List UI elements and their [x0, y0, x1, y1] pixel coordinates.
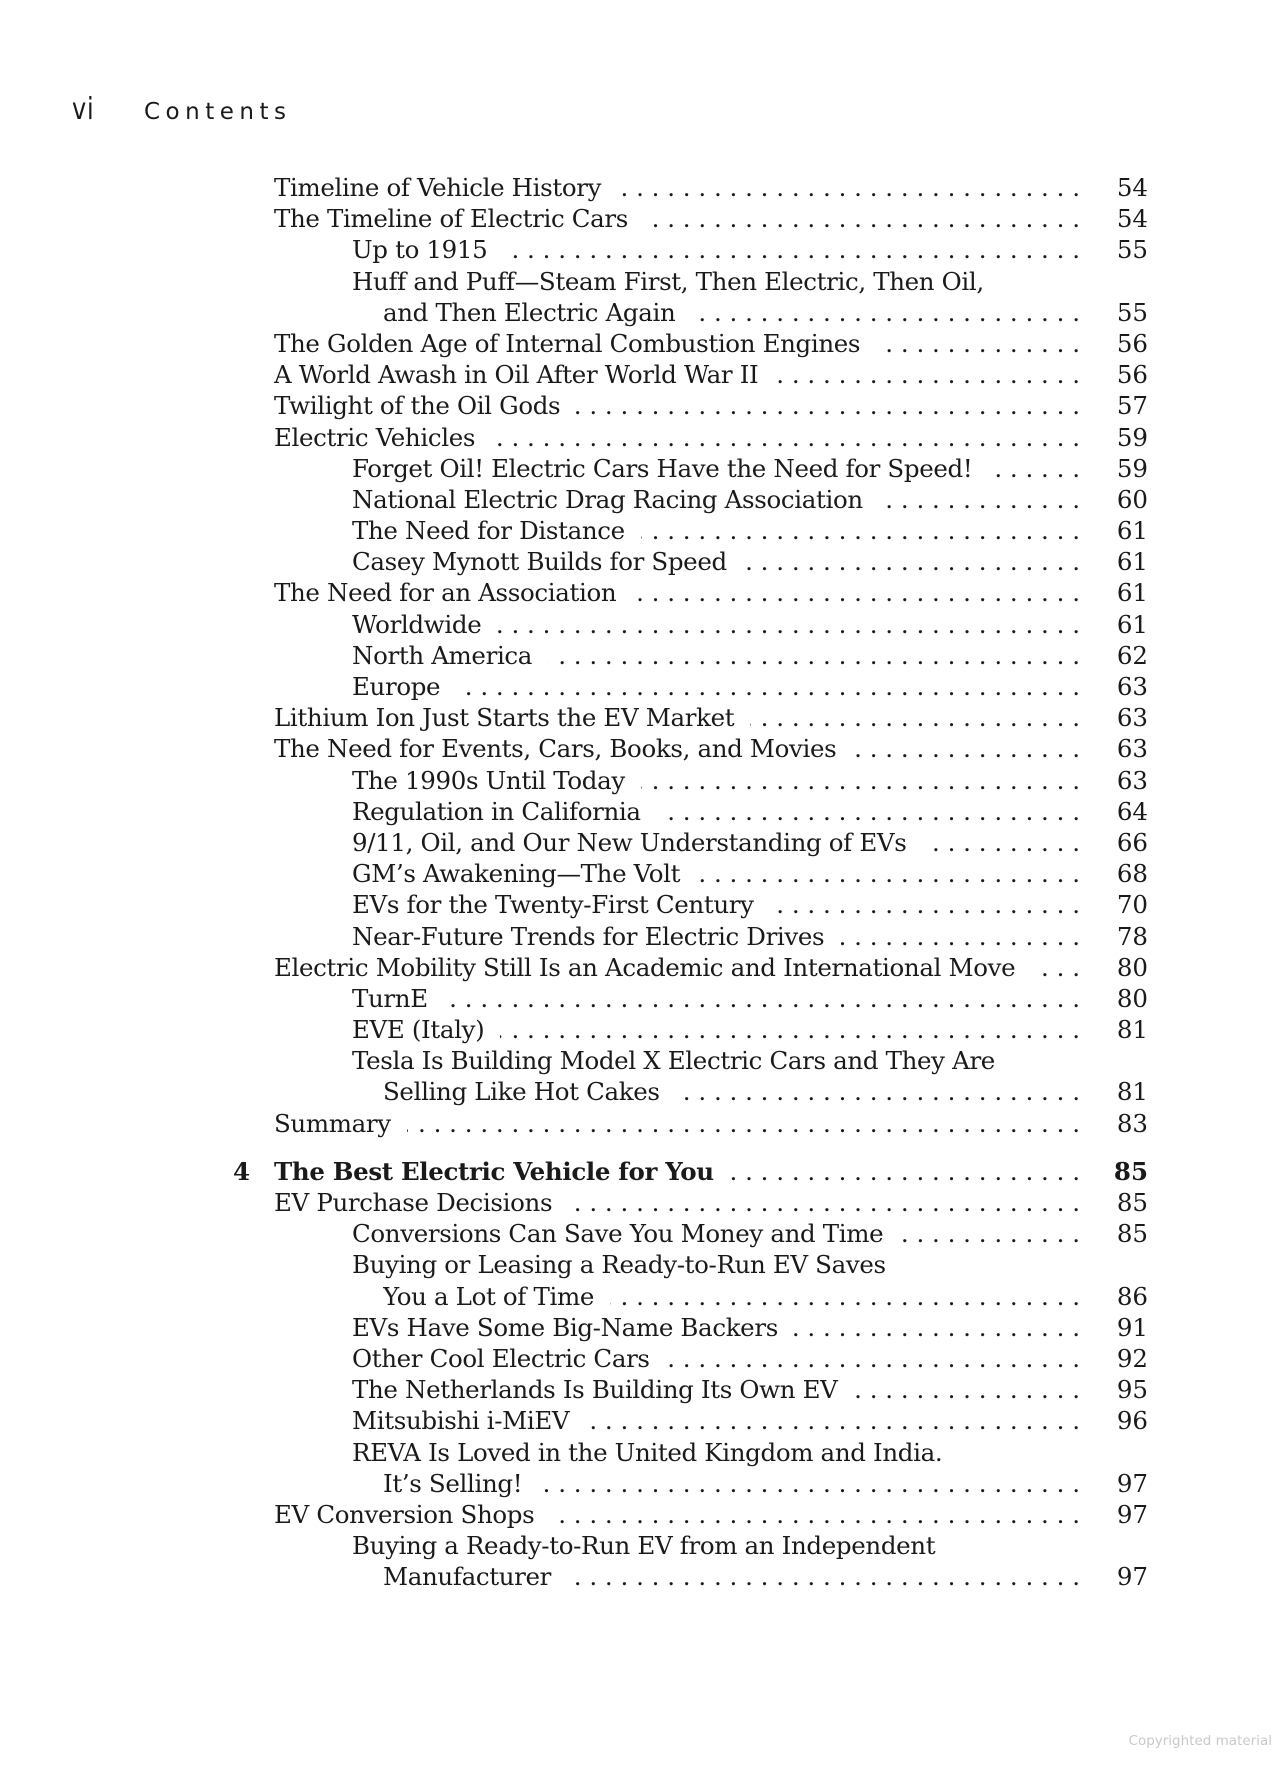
toc-entry	[0, 484, 1280, 515]
toc-entry-title: Other Cool Electric Cars	[352, 1343, 650, 1373]
toc-page-number: 63	[1116, 734, 1148, 764]
dot-leader	[585, 1405, 1080, 1436]
toc-entry	[0, 1187, 1280, 1218]
toc-entry-title: Up to 1915	[352, 235, 488, 265]
toc-entry	[0, 1405, 1280, 1436]
dot-leader	[641, 765, 1080, 796]
toc-page-number: 70	[1116, 890, 1148, 920]
dot-leader	[644, 203, 1080, 234]
toc-entry-continuation	[0, 1076, 1280, 1107]
toc-entry	[0, 765, 1280, 796]
dot-leader	[497, 609, 1080, 640]
toc-page-number: 92	[1116, 1343, 1148, 1373]
toc-entry	[0, 1218, 1280, 1249]
toc-entry	[0, 328, 1280, 359]
dot-leader	[730, 1156, 1080, 1187]
toc-entry-title: Forget Oil! Electric Cars Have the Need for Speed!	[352, 453, 973, 483]
toc-entry-title: The Need for Distance	[352, 516, 625, 546]
toc-entry	[0, 640, 1280, 671]
toc-entry	[0, 921, 1280, 952]
toc-page-number: 91	[1116, 1312, 1148, 1342]
toc-entry-title: Europe	[352, 672, 441, 701]
toc-page-number: 66	[1116, 827, 1148, 857]
toc-page-number: 56	[1116, 328, 1148, 358]
toc-entry-title: EVs for the Twenty-First Century	[352, 890, 754, 920]
toc-entry-title: The Timeline of Electric Cars	[274, 204, 628, 234]
dot-leader	[876, 328, 1080, 359]
toc-entry-title: Mitsubishi i-MiEV	[352, 1406, 570, 1436]
toc-entry-title: EV Purchase Decisions	[274, 1188, 553, 1217]
toc-page-number: 55	[1116, 297, 1148, 327]
toc-entry	[0, 359, 1280, 390]
toc-entry	[0, 1343, 1280, 1374]
toc-entry-title: GM’s Awakening—The Volt	[352, 859, 681, 889]
toc-page-number: 85	[1116, 1188, 1148, 1217]
dot-leader	[641, 515, 1080, 546]
dot-leader	[750, 702, 1080, 733]
toc-page-number: 61	[1116, 516, 1148, 546]
toc-page-number: 60	[1116, 484, 1148, 514]
toc-entry	[0, 609, 1280, 640]
toc-entry	[0, 577, 1280, 608]
dot-leader	[456, 671, 1080, 702]
toc-entry	[0, 1108, 1280, 1139]
toc-entry	[0, 1014, 1280, 1045]
toc-entry	[0, 1312, 1280, 1343]
toc-entry-title: The Golden Age of Internal Combustion Engines	[274, 328, 861, 358]
chapter-number: 4	[233, 1156, 251, 1186]
dot-leader	[444, 983, 1080, 1014]
toc-page-number: 86	[1116, 1281, 1148, 1311]
dot-leader	[879, 484, 1080, 515]
toc-entry-continuation	[0, 1468, 1280, 1499]
toc-page-number: 85	[1116, 1219, 1148, 1249]
dot-leader	[500, 1014, 1080, 1045]
toc-entry-title: Selling Like Hot Cakes	[383, 1077, 660, 1107]
dot-leader	[550, 1499, 1080, 1530]
toc-page-number: 80	[1116, 952, 1148, 982]
dot-leader	[617, 172, 1080, 203]
dot-leader	[538, 1468, 1080, 1499]
toc-entry-title: You a Lot of Time	[383, 1281, 594, 1311]
toc-entry-title: REVA Is Loved in the United Kingdom and India.	[352, 1437, 943, 1467]
toc-entry	[0, 203, 1280, 234]
toc-entry	[0, 1045, 1280, 1076]
toc-entry	[0, 390, 1280, 421]
toc-page-number: 61	[1116, 547, 1148, 577]
toc-page-number: 61	[1116, 578, 1148, 608]
toc-entry	[0, 733, 1280, 764]
toc-entry	[0, 796, 1280, 827]
toc-entry	[0, 702, 1280, 733]
dot-leader	[407, 1108, 1080, 1139]
toc-entry	[0, 983, 1280, 1014]
toc-entry-title: Worldwide	[352, 609, 482, 639]
toc-page-number: 62	[1116, 640, 1148, 670]
toc-entry	[0, 1499, 1280, 1530]
toc-entry-title: National Electric Drag Racing Association	[352, 484, 863, 514]
toc-page-number: 68	[1116, 859, 1148, 889]
toc-page-number: 59	[1116, 422, 1148, 452]
dot-leader	[794, 1312, 1080, 1343]
toc-entry	[0, 266, 1280, 297]
toc-page-number: 63	[1116, 703, 1148, 733]
toc-entry-title: The Netherlands Is Building Its Own EV	[352, 1375, 838, 1405]
toc-entry-title: EV Conversion Shops	[274, 1499, 535, 1529]
page-header	[72, 92, 291, 127]
toc-entry-title: TurnE	[352, 983, 428, 1013]
copyright-watermark: Copyrighted material	[1128, 1733, 1272, 1749]
dot-leader	[696, 858, 1080, 889]
dot-leader	[691, 297, 1080, 328]
toc-page-number: 54	[1116, 173, 1148, 202]
toc-entry-title: Near-Future Trends for Electric Drives	[352, 921, 825, 951]
toc-page-number: 55	[1116, 235, 1148, 265]
dot-leader	[676, 1076, 1080, 1107]
dot-leader	[568, 1187, 1080, 1218]
toc-entry-continuation	[0, 1561, 1280, 1592]
dot-leader	[854, 1374, 1081, 1405]
toc-entry-title: The Need for an Association	[274, 578, 617, 608]
toc-entry-title: Tesla Is Building Model X Electric Cars and They Are	[352, 1046, 995, 1076]
toc-chapter-entry	[0, 1156, 1280, 1187]
toc-entry-title: Conversions Can Save You Money and Time	[352, 1219, 884, 1249]
toc-page-number: 61	[1116, 609, 1148, 639]
toc-entry	[0, 546, 1280, 577]
toc-page-number: 97	[1116, 1499, 1148, 1529]
toc-entry	[0, 952, 1280, 983]
toc-page-number: 97	[1116, 1468, 1148, 1498]
toc-entry-title: Casey Mynott Builds for Speed	[352, 547, 727, 577]
dot-leader	[610, 1281, 1080, 1312]
toc-chapter-title: The Best Electric Vehicle for You	[274, 1156, 714, 1186]
dot-leader	[852, 733, 1080, 764]
toc-entry-title: Timeline of Vehicle History	[274, 173, 602, 202]
toc-entry-title: Buying or Leasing a Ready-to-Run EV Saves	[352, 1250, 886, 1280]
toc-entry-title: Twilight of the Oil Gods	[274, 391, 561, 421]
toc-entry-continuation	[0, 1281, 1280, 1312]
dot-leader	[567, 1561, 1080, 1592]
toc-entry	[0, 889, 1280, 920]
toc-page-number: 64	[1116, 796, 1148, 826]
toc-entry-title: Regulation in California	[352, 796, 641, 826]
toc-entry-title: 9/11, Oil, and Our New Understanding of EVs	[352, 827, 907, 857]
toc-entry-title: The Need for Events, Cars, Books, and Movies	[274, 734, 837, 764]
toc-entry-title: Summary	[274, 1108, 391, 1138]
toc-entry	[0, 1249, 1280, 1280]
toc-entry	[0, 1437, 1280, 1468]
toc-entry-title: EVE (Italy)	[352, 1015, 485, 1045]
running-head: Contents	[144, 99, 292, 125]
toc-entry	[0, 422, 1280, 453]
toc-entry-title: Electric Mobility Still Is an Academic and International Move	[274, 952, 1016, 982]
toc-page-number: 81	[1116, 1077, 1148, 1107]
toc-page-number: 63	[1116, 672, 1148, 701]
toc-entry-title: Huff and Puff—Steam First, Then Electric, Then Oil,	[352, 266, 984, 296]
toc-page-number: 59	[1116, 453, 1148, 483]
toc-page-number: 54	[1116, 204, 1148, 234]
toc-page-number: 96	[1116, 1406, 1148, 1436]
toc-page-number: 63	[1116, 765, 1148, 795]
dot-leader	[840, 921, 1080, 952]
toc-page-number: 56	[1116, 360, 1148, 390]
dot-leader	[491, 422, 1080, 453]
toc-entry-title: EVs Have Some Big-Name Backers	[352, 1312, 778, 1342]
toc-entry	[0, 515, 1280, 546]
toc-page-number: 81	[1116, 1015, 1148, 1045]
toc-entry	[0, 453, 1280, 484]
dot-leader	[548, 640, 1080, 671]
dot-leader	[503, 234, 1080, 265]
dot-leader	[666, 1343, 1080, 1374]
toc-entry	[0, 827, 1280, 858]
dot-leader	[922, 827, 1080, 858]
toc-entry-title: Buying a Ready-to-Run EV from an Independent	[352, 1531, 936, 1561]
toc-entry-title: Electric Vehicles	[274, 422, 476, 452]
dot-leader	[1031, 952, 1080, 983]
toc-page-number: 80	[1116, 983, 1148, 1013]
dot-leader	[657, 796, 1080, 827]
toc-entry-title: Manufacturer	[383, 1562, 551, 1592]
dot-leader	[770, 889, 1080, 920]
toc-entry-title: and Then Electric Again	[383, 297, 676, 327]
toc-page-number: 78	[1116, 921, 1148, 951]
toc-entry-title: The 1990s Until Today	[352, 765, 625, 795]
toc-page-number: 57	[1116, 391, 1148, 421]
toc-entry	[0, 671, 1280, 702]
dot-leader	[632, 577, 1080, 608]
toc-entry	[0, 234, 1280, 265]
toc-page-number: 97	[1116, 1562, 1148, 1592]
toc-entry-title: It’s Selling!	[383, 1468, 523, 1498]
toc-entry	[0, 1374, 1280, 1405]
toc-entry	[0, 1530, 1280, 1561]
toc-entry-title: North America	[352, 640, 533, 670]
toc-entry-continuation	[0, 297, 1280, 328]
toc-page-number: 95	[1116, 1375, 1148, 1405]
toc-entry	[0, 858, 1280, 889]
toc-entry	[0, 172, 1280, 203]
dot-leader	[988, 453, 1080, 484]
table-of-contents	[0, 172, 1280, 1592]
dot-leader	[576, 390, 1080, 421]
page-folio: vi	[72, 92, 95, 127]
toc-entry-title: A World Awash in Oil After World War II	[274, 360, 759, 390]
toc-page-number: 85	[1113, 1156, 1148, 1186]
dot-leader	[774, 359, 1080, 390]
toc-entry-title: Lithium Ion Just Starts the EV Market	[274, 703, 735, 733]
dot-leader	[743, 546, 1080, 577]
dot-leader	[899, 1218, 1080, 1249]
toc-page-number: 83	[1116, 1108, 1148, 1138]
